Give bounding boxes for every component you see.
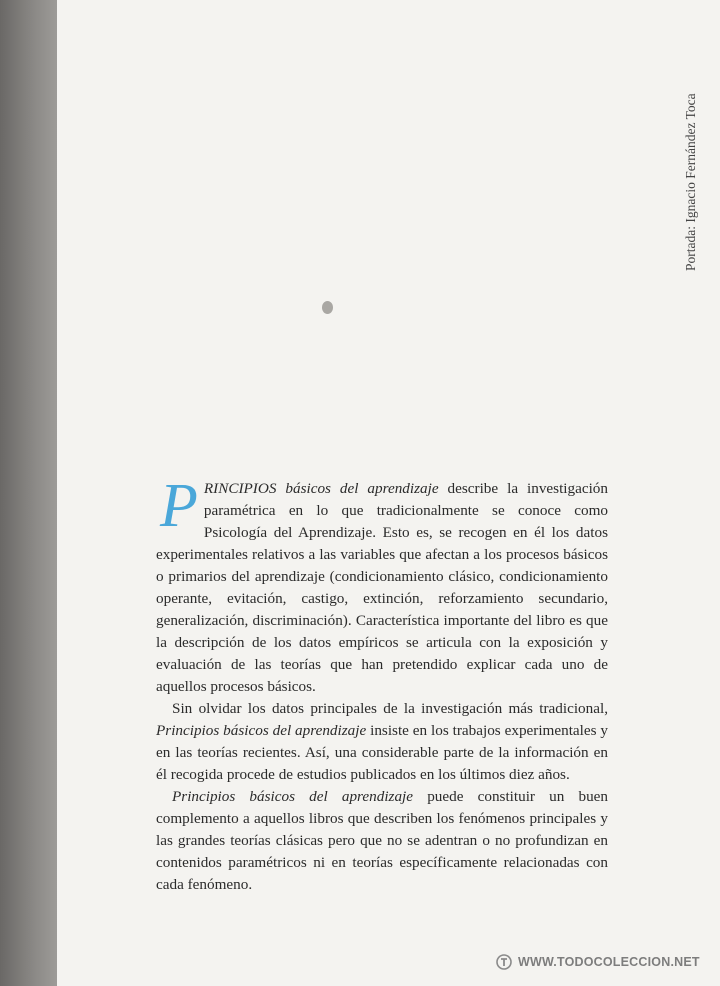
book-title-inline: Principios básicos del aprendizaje [156,722,367,739]
paragraph-2-post: insiste en los trabajos experimentales y en las teorías recientes. Así, una considerable parte de la información en él recogida procede de estudios publicados en los últimos diez años. [156,722,609,783]
cover-credit: Portada: Ignacio Fernández Toca [683,93,698,272]
blurb-text [156,472,609,896]
paragraph-2 [156,698,608,786]
paragraph-3 [156,786,608,896]
paper-spot [322,301,333,314]
watermark-text: WWW.TODOCOLECCION.NET [518,955,700,969]
paragraph-3-post: puede constituir un buen complemento a aquellos libros que describen los fenómenos principales y las grandes teorías clásicas pero que no se adentran o no profundizan en contenidos paramétricos ni en teorías específicamente relacionadas con cada fenómeno. [156,788,609,893]
dropcap-letter: P [160,472,198,540]
book-title-inline: RINCIPIOS básicos del aprendizaje [203,480,439,497]
book-left-edge [0,0,57,986]
site-watermark [496,951,716,973]
book-title-inline: Principios básicos del aprendizaje [172,788,414,805]
paragraph-1 [156,472,608,698]
paragraph-2-pre: Sin olvidar los datos principales de la investigación más tradicional, [172,700,608,717]
todocoleccion-logo-icon [496,954,512,970]
paragraph-1-text: describe la investigación paramétrica en lo que tradicionalmente se conoce como Psicología del Aprendizaje. Esto es, se recogen en él los datos experimentales relativos a las variables que afectan a los procesos básicos o primarios del aprendizaje (condicionamiento clásico, condicionamiento operante, evitación, castigo, extinción, reforzamiento secundario, generalización, discriminación). Característica importante del libro es que la descripción de los datos empíricos se articula con la exposición y evaluación de las teorías que han pretendido explicar cada uno de aquellos procesos básicos. [156,480,608,695]
